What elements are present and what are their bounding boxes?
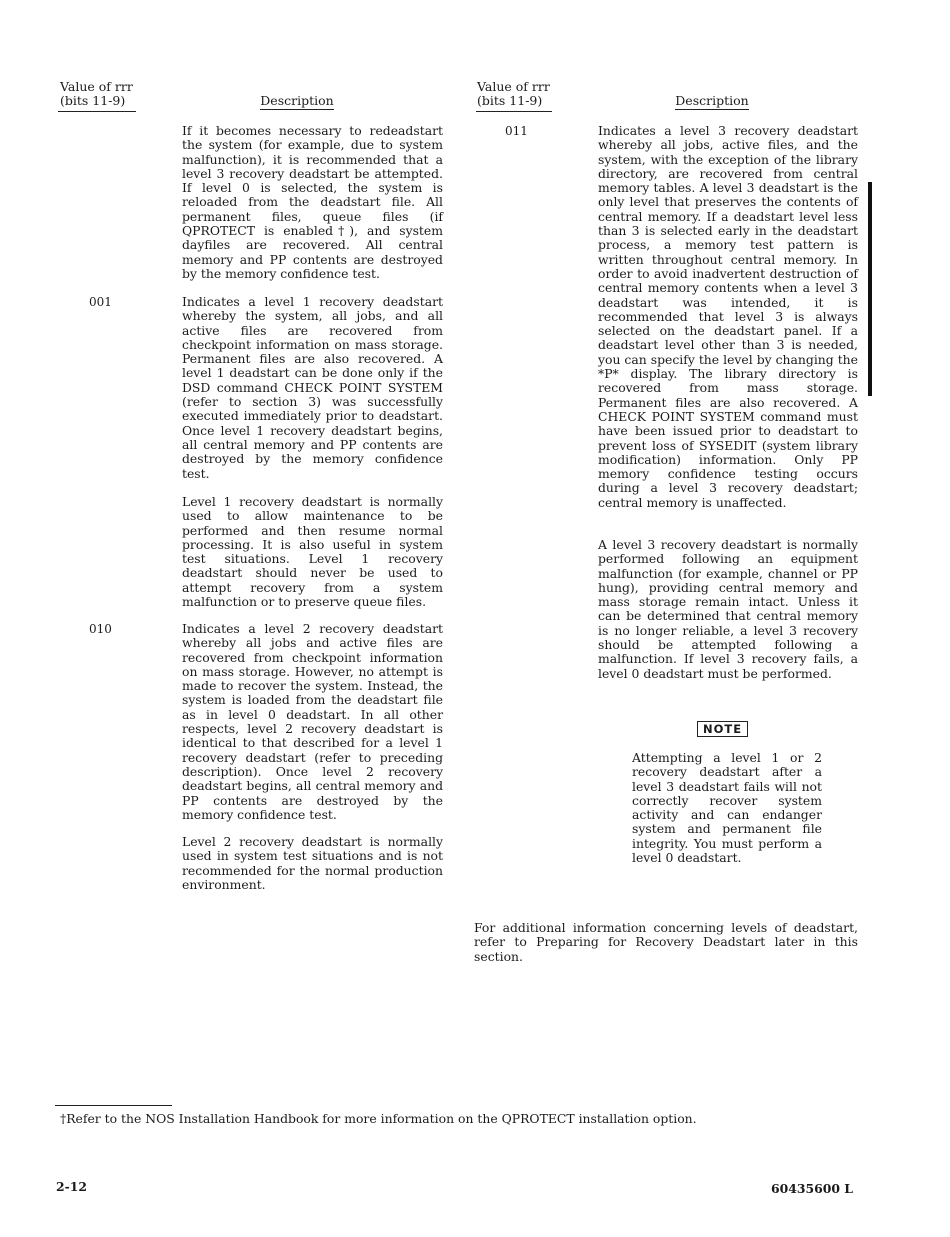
left-header-value: [60, 80, 140, 108]
entry-code-001: 001: [89, 295, 112, 309]
entry-code-010: 010: [89, 622, 112, 636]
entry-010-paragraph-1: Indicates a level 2 recovery deadstart whereby all jobs and active files are recovered from checkpoint information on mass storage. However, no attempt is made to recover the system. Instead, the system is loaded from the deadstart file as in level 0 deadstart. In all other respects, level 2 recovery deadstart is identical to that described for a level 1 recovery deadstart (refer to preceding description). Once level 2 recovery deadstart begins, all central memory and PP contents are destroyed by the memory confidence test.: [182, 621, 443, 822]
entry-001-paragraph-1: Indicates a level 1 recovery deadstart whereby the system, all jobs, and all active files are recovered from checkpoint information on mass storage. Permanent files are also recovered. A level 1 deadstart can be done only if the DSD command CHECK POINT SYSTEM (refer to section 3) was successfully executed immediately prior to deadstart. Once level 1 recovery deadstart begins, all central memory and PP contents are destroyed by the memory confidence test.: [182, 294, 443, 481]
right-header-value-line1: Value of rrr: [477, 79, 550, 94]
entry-code-011: 011: [505, 124, 528, 138]
left-header-value-line2: (bits 11-9): [60, 93, 126, 108]
note-label: NOTE: [697, 721, 748, 737]
document-number: 60435600 L: [771, 1181, 853, 1196]
entry-001-paragraph-2: Level 1 recovery deadstart is normally used to allow maintenance to be performed and then resume normal processing. It is also useful in system test situations. Level 1 recovery deadstart should never be used to attempt recovery from a system malfunction or to preserve queue files.: [182, 494, 443, 610]
right-header-value-line2: (bits 11-9): [477, 93, 543, 108]
entry-011-paragraph-1: Indicates a level 3 recovery deadstart whereby all jobs, active files, and the system, with the exception of the library directory, are recovered from central memory tables. A level 3 deadstart is the only level that preserves the contents of central memory. If a deadstart level less than 3 is selected early in the deadstart process, a memory test pattern is written throughout central memory. In order to avoid inadvertent destruction of central memory contents when a level 3 deadstart was intended, it is recommended that level 3 is always selected on the deadstart panel. If a deadstart level other than 3 is needed, you can specify the level by changing the *P* display. The library directory is recovered from mass storage. Permanent files are also recovered. A CHECK POINT SYSTEM command must have been issued prior to deadstart to prevent loss of SYSEDIT (system library modification) information. Only PP memory confidence testing occurs during a level 3 recovery deadstart; central memory is unaffected.: [598, 123, 858, 510]
right-header-value: [477, 80, 557, 108]
left-header-description-rule: [260, 109, 334, 110]
footnote-rule: [55, 1105, 172, 1106]
left-intro-paragraph: If it becomes necessary to redeadstart the system (for example, due to system malfunction), it is recommended that a level 3 recovery deadstart be attempted. If level 0 is selected, the system is reloaded from the deadstart file. All permanent files, queue files (if QPROTECT is enabled†), and system dayfiles are recovered. All central memory and PP contents are destroyed by the memory confidence test.: [182, 123, 443, 281]
note-text: Attempting a level 1 or 2 recovery deadstart after a level 3 deadstart fails will not correctly recover system activity and can endanger system and permanent file integrity. You must perform a level 0 deadstart.: [632, 750, 822, 866]
entry-011-paragraph-2: A level 3 recovery deadstart is normally performed following an equipment malfunction (for example, channel or PP hung), providing central memory and mass storage remain intact. Unless it can be determined that central memory is no longer reliable, a level 3 recovery should be attempted following a malfunction. If level 3 recovery fails, a level 0 deadstart must be performed.: [598, 537, 858, 681]
change-bar: [868, 182, 872, 396]
closing-paragraph: For additional information concerning levels of deadstart, refer to Preparing for Recovery Deadstart later in this section.: [474, 920, 858, 964]
footnote: †Refer to the NOS Installation Handbook for more information on the QPROTECT installation option.: [60, 1111, 697, 1126]
left-header-value-line1: Value of rrr: [60, 79, 133, 94]
right-header-value-rule: [476, 111, 552, 112]
right-header-description: Description: [675, 93, 749, 108]
left-header-description: Description: [260, 93, 334, 108]
left-header-value-rule: [58, 111, 136, 112]
entry-010-paragraph-2: Level 2 recovery deadstart is normally used in system test situations and is not recommended for the normal production environment.: [182, 834, 443, 892]
right-header-description-rule: [675, 109, 749, 110]
page-number: 2-12: [56, 1179, 88, 1194]
